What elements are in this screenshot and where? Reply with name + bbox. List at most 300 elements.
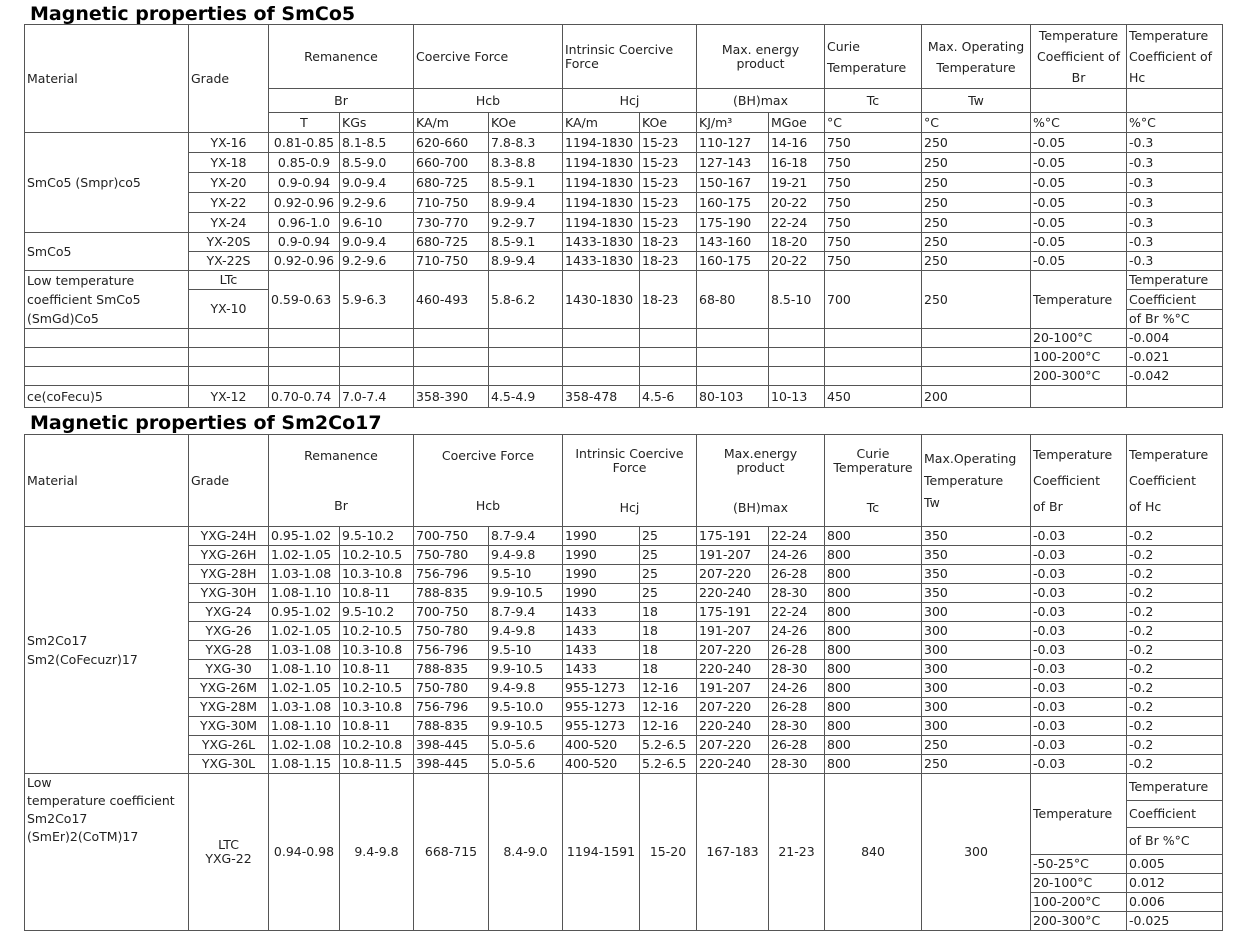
- table-cell: [1031, 89, 1127, 113]
- material-smco5-smpr: SmCo5 (Smpr)co5: [25, 133, 189, 233]
- range-value: -0.025: [1127, 912, 1223, 931]
- material-header: Material: [25, 435, 189, 527]
- table1-title: Magnetic properties of SmCo5: [30, 3, 356, 25]
- table-cell: [489, 367, 563, 386]
- cell-line: Sm2(CoFecuzr)17: [27, 652, 138, 667]
- value-cell: 1194-1830: [563, 193, 640, 213]
- value-cell: 9.5-10.0: [489, 698, 563, 717]
- value-cell: -0.3: [1127, 133, 1223, 153]
- value-cell: 350: [922, 527, 1031, 546]
- value-cell: 175-190: [697, 213, 769, 233]
- value-cell: 358-478: [563, 386, 640, 408]
- value-cell: 710-750: [414, 252, 489, 271]
- value-cell: 800: [825, 698, 922, 717]
- value-cell: 207-220: [697, 698, 769, 717]
- value-cell: 955-1273: [563, 717, 640, 736]
- cell-line: Tc: [866, 499, 880, 515]
- value-cell: 300: [922, 717, 1031, 736]
- table-row: [25, 153, 1223, 173]
- value-cell: 0.95-1.02: [269, 603, 340, 622]
- value-cell: 7.8-8.3: [489, 133, 563, 153]
- value-cell: 22-24: [769, 603, 825, 622]
- value-cell: 0.92-0.96: [269, 252, 340, 271]
- cell-line: Remanence: [304, 447, 378, 463]
- coercive-header: Coercive Force: [414, 25, 563, 89]
- value-cell: 25: [640, 527, 697, 546]
- cell-line: Coefficient: [1033, 472, 1101, 488]
- value-cell: 10.2-10.5: [340, 679, 414, 698]
- value-cell: 1.03-1.08: [269, 641, 340, 660]
- value-cell: 175-191: [697, 603, 769, 622]
- value-cell: 143-160: [697, 233, 769, 252]
- value-cell: 1.02-1.05: [269, 622, 340, 641]
- table-row: [25, 755, 1223, 774]
- value-cell: 18: [640, 622, 697, 641]
- value-cell: 700-750: [414, 603, 489, 622]
- value-cell: 1433: [563, 641, 640, 660]
- table-cell: [697, 329, 769, 348]
- cell-line: Hcj: [619, 499, 640, 515]
- material-smco5: SmCo5: [25, 233, 189, 271]
- table-cell: [640, 329, 697, 348]
- value-cell: 300: [922, 603, 1031, 622]
- br-symbol: Br: [269, 89, 414, 113]
- range-cell: 100-200°C: [1031, 893, 1127, 912]
- value-cell: 10.2-10.5: [340, 622, 414, 641]
- grade-cell: YXG-24: [189, 603, 269, 622]
- value-cell: -0.03: [1031, 717, 1127, 736]
- value-cell: 191-207: [697, 679, 769, 698]
- value-cell: 18: [640, 660, 697, 679]
- value-cell: 250: [922, 271, 1031, 329]
- table-cell: [340, 329, 414, 348]
- value-cell: 24-26: [769, 679, 825, 698]
- value-cell: 9.5-10: [489, 641, 563, 660]
- value-cell: 0.85-0.9: [269, 153, 340, 173]
- value-cell: 300: [922, 679, 1031, 698]
- value-cell: 1.03-1.08: [269, 565, 340, 584]
- table-cell: [269, 348, 340, 367]
- value-cell: 18-23: [640, 233, 697, 252]
- material-sm2co17: [25, 527, 189, 774]
- curie-header: Curie Temperature: [825, 25, 922, 89]
- value-cell: 9.9-10.5: [489, 584, 563, 603]
- value-cell: 22-24: [769, 213, 825, 233]
- value-cell: -0.03: [1031, 736, 1127, 755]
- value-cell: 26-28: [769, 698, 825, 717]
- value-cell: 0.9-0.94: [269, 233, 340, 252]
- value-cell: 9.2-9.6: [340, 193, 414, 213]
- value-cell: 80-103: [697, 386, 769, 408]
- value-cell: 250: [922, 233, 1031, 252]
- table-cell: [489, 348, 563, 367]
- value-cell: -0.2: [1127, 660, 1223, 679]
- value-cell: 18: [640, 603, 697, 622]
- grade-cell: YX-20S: [189, 233, 269, 252]
- value-cell: 9.0-9.4: [340, 233, 414, 252]
- cell-line: Br: [334, 497, 348, 513]
- grade-ltc-cell: [189, 774, 269, 931]
- value-cell: -0.3: [1127, 153, 1223, 173]
- table-cell: [563, 329, 640, 348]
- table-row: [25, 622, 1223, 641]
- unit-cell: %°C: [1031, 113, 1127, 133]
- grade-cell: YXG-28H: [189, 565, 269, 584]
- value-cell: 9.5-10.2: [340, 527, 414, 546]
- table-cell: [489, 329, 563, 348]
- cell-line: Coercive Force: [441, 447, 535, 463]
- table-row: [25, 435, 1223, 527]
- value-cell: -0.2: [1127, 546, 1223, 565]
- value-cell: 4.5-6: [640, 386, 697, 408]
- table-cell: [769, 348, 825, 367]
- value-cell: 750: [825, 153, 922, 173]
- value-cell: 10.3-10.8: [340, 565, 414, 584]
- grade-cell: YXG-28M: [189, 698, 269, 717]
- value-cell: 955-1273: [563, 698, 640, 717]
- value-cell: 175-191: [697, 527, 769, 546]
- cell-line: Tw: [924, 494, 940, 510]
- value-cell: 9.9-10.5: [489, 717, 563, 736]
- curie-header: [825, 435, 922, 527]
- value-cell: 750: [825, 252, 922, 271]
- value-cell: 26-28: [769, 641, 825, 660]
- table-row: [25, 546, 1223, 565]
- value-cell: 250: [922, 173, 1031, 193]
- value-cell: 220-240: [697, 584, 769, 603]
- value-cell: 26-28: [769, 565, 825, 584]
- value-cell: -0.05: [1031, 193, 1127, 213]
- table-row: [25, 213, 1223, 233]
- value-cell: 1433: [563, 603, 640, 622]
- table-cell: [189, 367, 269, 386]
- value-cell: 24-26: [769, 546, 825, 565]
- table-cell: [640, 348, 697, 367]
- temperature-label: Temperature: [1031, 271, 1127, 329]
- value-cell: 358-390: [414, 386, 489, 408]
- coercive-header: [414, 435, 563, 527]
- range-value: 0.006: [1127, 893, 1223, 912]
- table-row: [25, 252, 1223, 271]
- value-cell: -0.2: [1127, 603, 1223, 622]
- value-cell: 1194-1830: [563, 173, 640, 193]
- value-cell: 1433: [563, 622, 640, 641]
- cell-line: Intrinsic Coercive Force: [575, 445, 684, 475]
- value-cell: 800: [825, 717, 922, 736]
- tc-symbol: Tc: [825, 89, 922, 113]
- value-cell: 756-796: [414, 565, 489, 584]
- unit-cell: KA/m: [414, 113, 489, 133]
- value-cell: 1.08-1.10: [269, 717, 340, 736]
- value-cell: 25: [640, 584, 697, 603]
- value-cell: 1990: [563, 546, 640, 565]
- table-cell: [340, 348, 414, 367]
- table-cell: [825, 367, 922, 386]
- table-cell: [414, 367, 489, 386]
- value-cell: 800: [825, 527, 922, 546]
- maxop-header: Max. Operating Temperature: [922, 25, 1031, 89]
- value-cell: 750: [825, 173, 922, 193]
- table-cell: [769, 367, 825, 386]
- value-cell: 400-520: [563, 736, 640, 755]
- value-cell: 15-20: [640, 774, 697, 931]
- value-cell: 26-28: [769, 736, 825, 755]
- value-cell: 1430-1830: [563, 271, 640, 329]
- value-cell: 8.1-8.5: [340, 133, 414, 153]
- value-cell: 840: [825, 774, 922, 931]
- intrinsic-header: [563, 435, 697, 527]
- maxenergy-header: [697, 435, 825, 527]
- table-cell: [340, 367, 414, 386]
- table-cell: [697, 367, 769, 386]
- range-value: -0.042: [1127, 367, 1223, 386]
- value-cell: 207-220: [697, 565, 769, 584]
- table-cell: [1127, 386, 1223, 408]
- value-cell: 15-23: [640, 213, 697, 233]
- table-row: [25, 774, 1223, 801]
- value-cell: 300: [922, 622, 1031, 641]
- value-cell: 1990: [563, 565, 640, 584]
- value-cell: 191-207: [697, 622, 769, 641]
- table-row: [25, 603, 1223, 622]
- cell-line: YXG-22: [205, 851, 252, 866]
- value-cell: 250: [922, 213, 1031, 233]
- value-cell: 300: [922, 774, 1031, 931]
- grade-cell: YX-10: [189, 290, 269, 329]
- grade-cell: YX-20: [189, 173, 269, 193]
- cell-line: Coefficient: [1129, 472, 1197, 488]
- unit-cell: KGs: [340, 113, 414, 133]
- unit-cell: °C: [825, 113, 922, 133]
- value-cell: 1194-1591: [563, 774, 640, 931]
- grade-cell: YXG-30M: [189, 717, 269, 736]
- table-cell: [1127, 89, 1223, 113]
- intrinsic-header: Intrinsic Coercive Force: [563, 25, 697, 89]
- grade-cell: YXG-26L: [189, 736, 269, 755]
- value-cell: 250: [922, 736, 1031, 755]
- value-cell: -0.05: [1031, 133, 1127, 153]
- value-cell: 10.8-11: [340, 584, 414, 603]
- value-cell: -0.03: [1031, 698, 1127, 717]
- value-cell: 191-207: [697, 546, 769, 565]
- range-value: 0.005: [1127, 855, 1223, 874]
- value-cell: 460-493: [414, 271, 489, 329]
- value-cell: -0.05: [1031, 173, 1127, 193]
- value-cell: 0.70-0.74: [269, 386, 340, 408]
- value-cell: 28-30: [769, 660, 825, 679]
- table-row: [25, 25, 1223, 89]
- material-header: Material: [25, 25, 189, 133]
- bh-symbol: (BH)max: [697, 89, 825, 113]
- value-cell: 12-16: [640, 698, 697, 717]
- tcbr-header: Temperature Coefficient of Br: [1031, 25, 1127, 89]
- value-cell: 220-240: [697, 755, 769, 774]
- value-cell: 398-445: [414, 755, 489, 774]
- value-cell: 8.5-9.0: [340, 153, 414, 173]
- value-cell: -0.2: [1127, 622, 1223, 641]
- value-cell: 14-16: [769, 133, 825, 153]
- value-cell: 398-445: [414, 736, 489, 755]
- remanence-header: [269, 435, 414, 527]
- grade-header: Grade: [189, 435, 269, 527]
- value-cell: 1194-1830: [563, 133, 640, 153]
- value-cell: -0.05: [1031, 252, 1127, 271]
- grade-cell: YXG-26: [189, 622, 269, 641]
- value-cell: 5.2-6.5: [640, 736, 697, 755]
- table-row: [25, 386, 1223, 408]
- value-cell: 18-23: [640, 271, 697, 329]
- value-cell: 10-13: [769, 386, 825, 408]
- value-cell: 300: [922, 698, 1031, 717]
- value-cell: 750: [825, 193, 922, 213]
- value-cell: 24-26: [769, 622, 825, 641]
- unit-cell: KJ/m³: [697, 113, 769, 133]
- value-cell: 800: [825, 660, 922, 679]
- value-cell: 800: [825, 679, 922, 698]
- value-cell: 5.2-6.5: [640, 755, 697, 774]
- value-cell: 9.2-9.6: [340, 252, 414, 271]
- range-cell: -50-25°C: [1031, 855, 1127, 874]
- value-cell: 1990: [563, 527, 640, 546]
- value-cell: 680-725: [414, 173, 489, 193]
- table-cell: [25, 329, 189, 348]
- value-cell: 127-143: [697, 153, 769, 173]
- table-cell: [922, 348, 1031, 367]
- value-cell: -0.2: [1127, 565, 1223, 584]
- value-cell: -0.2: [1127, 698, 1223, 717]
- value-cell: -0.03: [1031, 622, 1127, 641]
- value-cell: 10.8-11: [340, 660, 414, 679]
- table-row: [25, 173, 1223, 193]
- unit-cell: KA/m: [563, 113, 640, 133]
- value-cell: 12-16: [640, 717, 697, 736]
- value-cell: 5.9-6.3: [340, 271, 414, 329]
- value-cell: 756-796: [414, 698, 489, 717]
- value-cell: 8.5-9.1: [489, 173, 563, 193]
- value-cell: 19-21: [769, 173, 825, 193]
- table-cell: [1031, 386, 1127, 408]
- value-cell: 800: [825, 641, 922, 660]
- value-cell: 25: [640, 546, 697, 565]
- grade-header: Grade: [189, 25, 269, 133]
- value-cell: 207-220: [697, 641, 769, 660]
- value-cell: 12-16: [640, 679, 697, 698]
- value-cell: 10.3-10.8: [340, 698, 414, 717]
- tw-symbol: Tw: [922, 89, 1031, 113]
- value-cell: 788-835: [414, 584, 489, 603]
- coef-label: Coefficient: [1127, 801, 1223, 828]
- table-cell: [769, 329, 825, 348]
- value-cell: 1.02-1.08: [269, 736, 340, 755]
- value-cell: 350: [922, 546, 1031, 565]
- table-cell: [825, 329, 922, 348]
- value-cell: 7.0-7.4: [340, 386, 414, 408]
- value-cell: -0.2: [1127, 584, 1223, 603]
- value-cell: 1433-1830: [563, 233, 640, 252]
- range-cell: 20-100°C: [1031, 874, 1127, 893]
- value-cell: 1194-1830: [563, 213, 640, 233]
- value-cell: 8.7-9.4: [489, 603, 563, 622]
- value-cell: 200: [922, 386, 1031, 408]
- table-cell: [563, 348, 640, 367]
- coef-label: Temperature: [1127, 271, 1223, 290]
- value-cell: -0.03: [1031, 546, 1127, 565]
- value-cell: 1990: [563, 584, 640, 603]
- cell-line: Sm2Co17: [27, 811, 88, 826]
- value-cell: 1.03-1.08: [269, 698, 340, 717]
- table-row: [25, 717, 1223, 736]
- value-cell: -0.3: [1127, 193, 1223, 213]
- value-cell: 1.08-1.10: [269, 584, 340, 603]
- table-cell: [414, 329, 489, 348]
- value-cell: 1433-1830: [563, 252, 640, 271]
- value-cell: 9.4-9.8: [489, 622, 563, 641]
- value-cell: 800: [825, 755, 922, 774]
- value-cell: 167-183: [697, 774, 769, 931]
- unit-cell: KOe: [640, 113, 697, 133]
- unit-cell: %°C: [1127, 113, 1223, 133]
- value-cell: 800: [825, 546, 922, 565]
- table-row: [25, 348, 1223, 367]
- value-cell: 788-835: [414, 717, 489, 736]
- sm2co17-table: [24, 434, 1223, 931]
- value-cell: 8.5-9.1: [489, 233, 563, 252]
- value-cell: 750-780: [414, 622, 489, 641]
- value-cell: -0.3: [1127, 213, 1223, 233]
- value-cell: 700: [825, 271, 922, 329]
- value-cell: 15-23: [640, 193, 697, 213]
- value-cell: -0.3: [1127, 173, 1223, 193]
- value-cell: 750: [825, 213, 922, 233]
- range-cell: 20-100°C: [1031, 329, 1127, 348]
- value-cell: 300: [922, 660, 1031, 679]
- value-cell: 0.96-1.0: [269, 213, 340, 233]
- value-cell: 160-175: [697, 252, 769, 271]
- value-cell: -0.03: [1031, 641, 1127, 660]
- value-cell: 8.7-9.4: [489, 527, 563, 546]
- value-cell: 955-1273: [563, 679, 640, 698]
- tchc-header: Temperature Coefficient of Hc: [1127, 25, 1223, 89]
- value-cell: 750-780: [414, 679, 489, 698]
- value-cell: 15-23: [640, 133, 697, 153]
- value-cell: 700-750: [414, 527, 489, 546]
- table-cell: [25, 348, 189, 367]
- value-cell: 25: [640, 565, 697, 584]
- value-cell: 18: [640, 641, 697, 660]
- cell-line: Temperature: [924, 472, 1004, 488]
- value-cell: 680-725: [414, 233, 489, 252]
- value-cell: 1194-1830: [563, 153, 640, 173]
- table-row: [25, 679, 1223, 698]
- table-cell: [269, 329, 340, 348]
- value-cell: 350: [922, 565, 1031, 584]
- cell-line: Max.energy product: [723, 445, 798, 475]
- material-ltc-smco5: Low temperature coefficient SmCo5 (SmGd)Co5: [25, 271, 189, 329]
- table-row: [25, 565, 1223, 584]
- value-cell: 5.8-6.2: [489, 271, 563, 329]
- grade-cell: YX-22S: [189, 252, 269, 271]
- grade-cell: YX-18: [189, 153, 269, 173]
- table-row: [25, 233, 1223, 252]
- cell-line: of Hc: [1129, 498, 1162, 514]
- table-cell: [922, 329, 1031, 348]
- range-cell: 200-300°C: [1031, 367, 1127, 386]
- value-cell: 750: [825, 133, 922, 153]
- value-cell: -0.03: [1031, 565, 1127, 584]
- cell-line: temperature coefficient: [27, 793, 175, 808]
- value-cell: 160-175: [697, 193, 769, 213]
- value-cell: 22-24: [769, 527, 825, 546]
